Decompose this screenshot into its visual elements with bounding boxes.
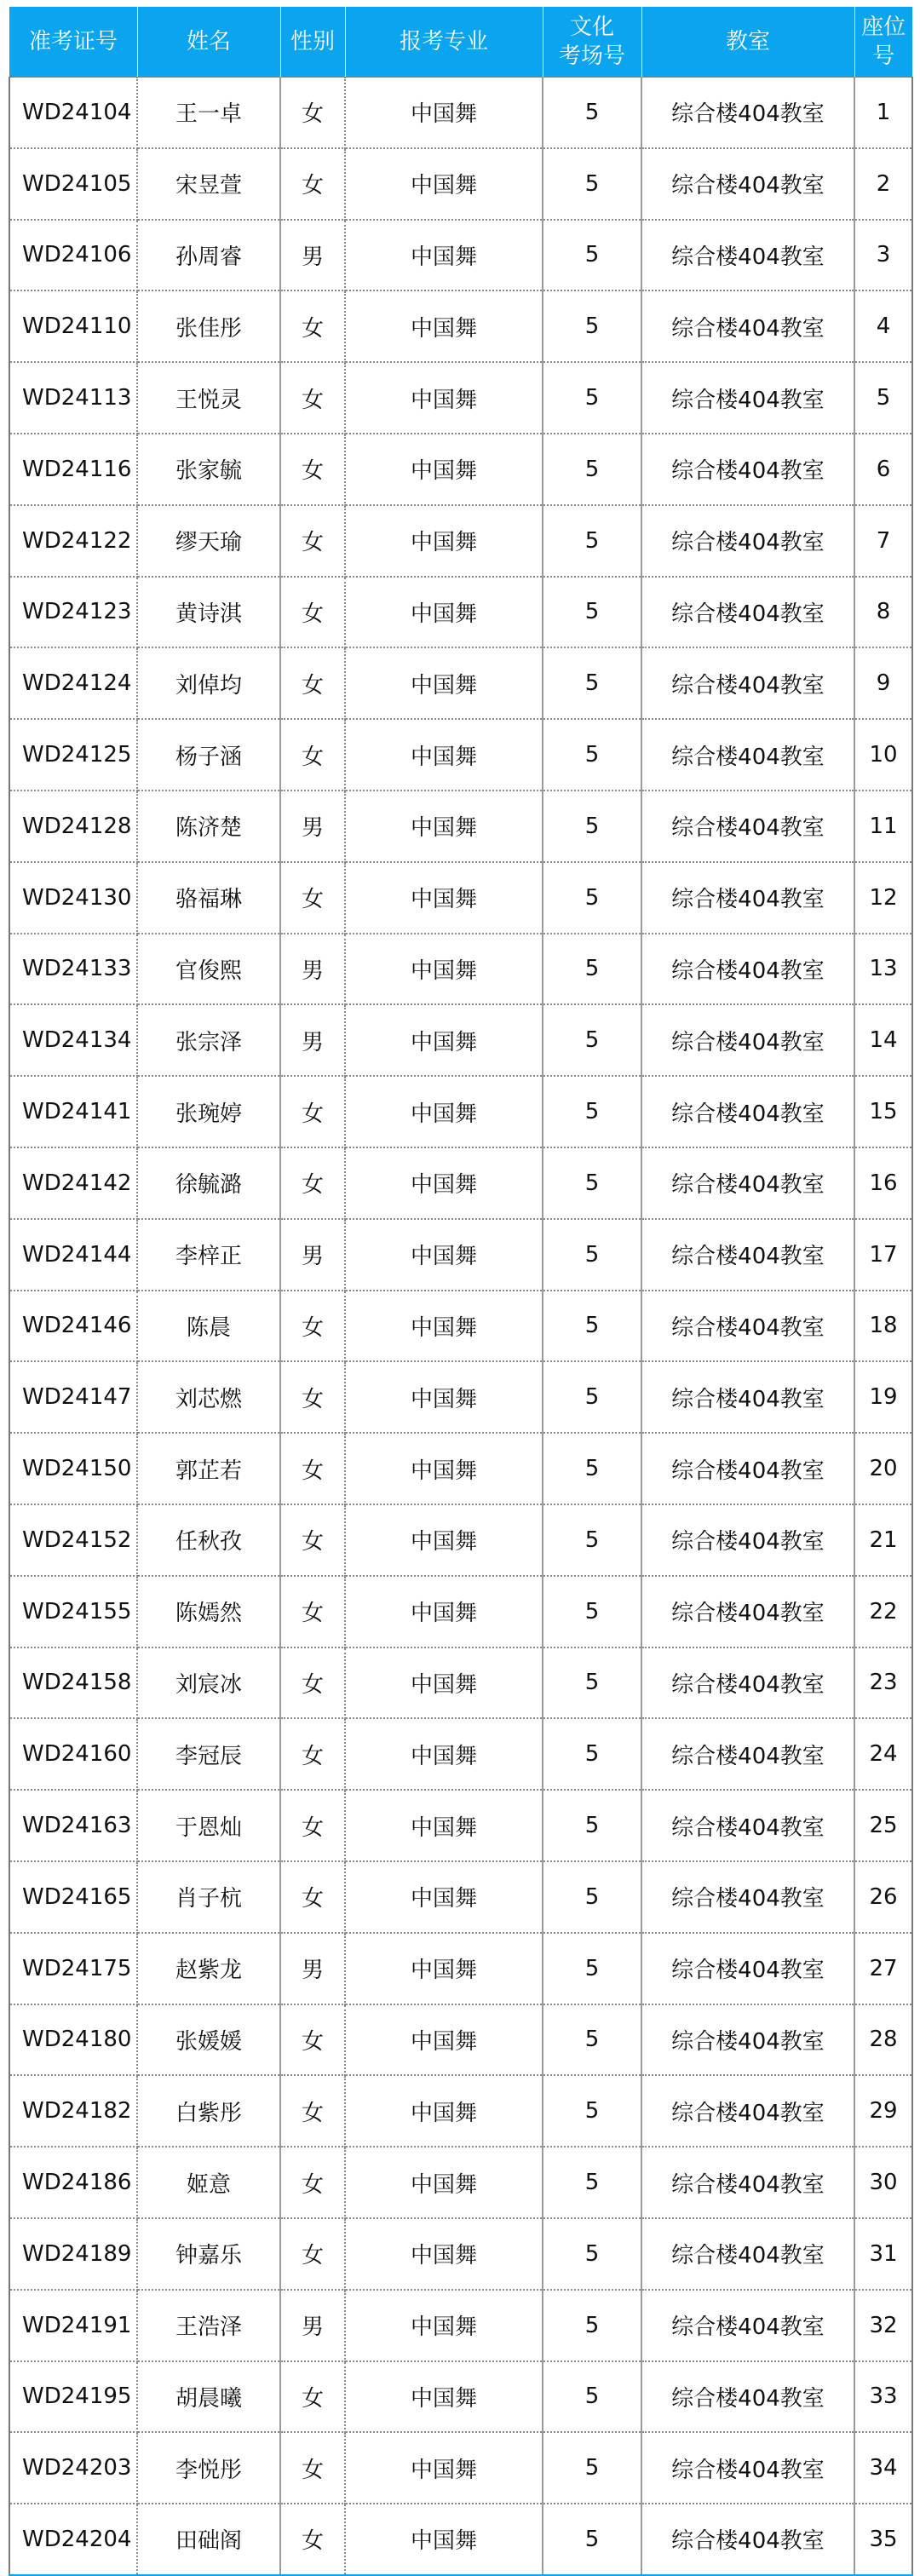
cell-name: 姬意 <box>137 2147 280 2218</box>
cell-name: 赵紫龙 <box>137 1933 280 2004</box>
cell-gender: 女 <box>280 577 345 648</box>
cell-room-no: 5 <box>543 290 641 362</box>
cell-classroom: 综合楼404教室 <box>641 1433 854 1504</box>
cell-room-no: 5 <box>543 220 641 291</box>
cell-seat: 12 <box>854 862 912 934</box>
cell-classroom: 综合楼404教室 <box>641 2004 854 2076</box>
cell-classroom: 综合楼404教室 <box>641 1291 854 1362</box>
cell-classroom: 综合楼404教室 <box>641 1004 854 1076</box>
cell-exam-id: WD24146 <box>9 1291 137 1362</box>
exam-seating-sheet <box>9 7 911 2576</box>
cell-classroom: 综合楼404教室 <box>641 290 854 362</box>
cell-name: 胡晨曦 <box>137 2361 280 2433</box>
cell-classroom: 综合楼404教室 <box>641 2361 854 2433</box>
header-seat: 座位号 <box>854 7 912 78</box>
table-row <box>9 2004 912 2076</box>
cell-seat: 20 <box>854 1433 912 1504</box>
cell-seat: 28 <box>854 2004 912 2076</box>
table-row <box>9 2075 912 2147</box>
cell-seat: 22 <box>854 1576 912 1647</box>
cell-exam-id: WD24163 <box>9 1790 137 1861</box>
cell-room-no: 5 <box>543 1291 641 1362</box>
cell-major: 中国舞 <box>345 791 543 862</box>
cell-exam-id: WD24134 <box>9 1004 137 1076</box>
cell-room-no: 5 <box>543 505 641 577</box>
cell-exam-id: WD24203 <box>9 2432 137 2504</box>
seating-table <box>9 7 913 2576</box>
cell-gender: 女 <box>280 647 345 719</box>
cell-seat: 35 <box>854 2504 912 2575</box>
cell-room-no: 5 <box>543 148 641 220</box>
table-row <box>9 1147 912 1219</box>
cell-room-no: 5 <box>543 2432 641 2504</box>
cell-exam-id: WD24142 <box>9 1147 137 1219</box>
cell-gender: 女 <box>280 2147 345 2218</box>
cell-major: 中国舞 <box>345 934 543 1005</box>
cell-exam-id: WD24128 <box>9 791 137 862</box>
cell-seat: 7 <box>854 505 912 577</box>
cell-major: 中国舞 <box>345 1647 543 1719</box>
cell-major: 中国舞 <box>345 2004 543 2076</box>
cell-classroom: 综合楼404教室 <box>641 2075 854 2147</box>
header-room-no <box>543 7 641 78</box>
cell-room-no: 5 <box>543 362 641 434</box>
cell-gender: 女 <box>280 2504 345 2575</box>
cell-classroom: 综合楼404教室 <box>641 934 854 1005</box>
cell-exam-id: WD24124 <box>9 647 137 719</box>
cell-seat: 4 <box>854 290 912 362</box>
table-row <box>9 1004 912 1076</box>
cell-room-no: 5 <box>543 2147 641 2218</box>
header-exam-id: 准考证号 <box>9 7 137 78</box>
cell-exam-id: WD24165 <box>9 1861 137 1933</box>
cell-name: 黄诗淇 <box>137 577 280 648</box>
cell-room-no: 5 <box>543 577 641 648</box>
cell-gender: 男 <box>280 1219 345 1291</box>
cell-room-no: 5 <box>543 2290 641 2361</box>
cell-gender: 女 <box>280 290 345 362</box>
cell-name: 王浩泽 <box>137 2290 280 2361</box>
cell-name: 钟嘉乐 <box>137 2218 280 2290</box>
cell-exam-id: WD24125 <box>9 719 137 791</box>
cell-seat: 11 <box>854 791 912 862</box>
cell-seat: 2 <box>854 148 912 220</box>
cell-major: 中国舞 <box>345 362 543 434</box>
cell-major: 中国舞 <box>345 2075 543 2147</box>
cell-major: 中国舞 <box>345 1004 543 1076</box>
cell-name: 李悦彤 <box>137 2432 280 2504</box>
cell-seat: 9 <box>854 647 912 719</box>
table-row <box>9 647 912 719</box>
cell-name: 郭芷若 <box>137 1433 280 1504</box>
cell-exam-id: WD24116 <box>9 434 137 505</box>
cell-room-no: 5 <box>543 1647 641 1719</box>
cell-exam-id: WD24152 <box>9 1504 137 1576</box>
cell-major: 中国舞 <box>345 1219 543 1291</box>
cell-gender: 女 <box>280 2432 345 2504</box>
cell-classroom: 综合楼404教室 <box>641 1147 854 1219</box>
cell-classroom: 综合楼404教室 <box>641 719 854 791</box>
cell-room-no: 5 <box>543 2361 641 2433</box>
table-row <box>9 2504 912 2575</box>
cell-classroom: 综合楼404教室 <box>641 2290 854 2361</box>
cell-exam-id: WD24160 <box>9 1718 137 1790</box>
cell-classroom: 综合楼404教室 <box>641 1790 854 1861</box>
cell-gender: 女 <box>280 2218 345 2290</box>
table-row <box>9 934 912 1005</box>
cell-classroom: 综合楼404教室 <box>641 1933 854 2004</box>
cell-exam-id: WD24189 <box>9 2218 137 2290</box>
cell-gender: 女 <box>280 434 345 505</box>
cell-seat: 15 <box>854 1076 912 1147</box>
header-gender: 性别 <box>280 7 345 78</box>
cell-room-no: 5 <box>543 1790 641 1861</box>
cell-classroom: 综合楼404教室 <box>641 1718 854 1790</box>
cell-gender: 女 <box>280 1576 345 1647</box>
cell-exam-id: WD24144 <box>9 1219 137 1291</box>
cell-gender: 女 <box>280 1790 345 1861</box>
cell-classroom: 综合楼404教室 <box>641 791 854 862</box>
cell-room-no: 5 <box>543 2075 641 2147</box>
cell-exam-id: WD24104 <box>9 78 137 148</box>
cell-seat: 31 <box>854 2218 912 2290</box>
cell-seat: 25 <box>854 1790 912 1861</box>
table-row <box>9 1933 912 2004</box>
cell-gender: 女 <box>280 1433 345 1504</box>
cell-major: 中国舞 <box>345 577 543 648</box>
cell-gender: 男 <box>280 791 345 862</box>
cell-exam-id: WD24195 <box>9 2361 137 2433</box>
cell-classroom: 综合楼404教室 <box>641 647 854 719</box>
table-row <box>9 1291 912 1362</box>
header-name: 姓名 <box>137 7 280 78</box>
cell-seat: 33 <box>854 2361 912 2433</box>
cell-major: 中国舞 <box>345 647 543 719</box>
cell-room-no: 5 <box>543 434 641 505</box>
cell-classroom: 综合楼404教室 <box>641 1219 854 1291</box>
cell-seat: 5 <box>854 362 912 434</box>
cell-gender: 女 <box>280 719 345 791</box>
cell-major: 中国舞 <box>345 1361 543 1433</box>
cell-classroom: 综合楼404教室 <box>641 2147 854 2218</box>
table-row <box>9 862 912 934</box>
cell-major: 中国舞 <box>345 1718 543 1790</box>
cell-gender: 女 <box>280 1147 345 1219</box>
cell-classroom: 综合楼404教室 <box>641 2432 854 2504</box>
cell-room-no: 5 <box>543 1361 641 1433</box>
cell-name: 陈晨 <box>137 1291 280 1362</box>
cell-seat: 6 <box>854 434 912 505</box>
cell-exam-id: WD24147 <box>9 1361 137 1433</box>
table-row <box>9 1861 912 1933</box>
cell-name: 官俊熙 <box>137 934 280 1005</box>
cell-gender: 男 <box>280 2290 345 2361</box>
cell-classroom: 综合楼404教室 <box>641 862 854 934</box>
cell-name: 李梓正 <box>137 1219 280 1291</box>
cell-exam-id: WD24105 <box>9 148 137 220</box>
table-row <box>9 78 912 148</box>
cell-seat: 10 <box>854 719 912 791</box>
cell-seat: 21 <box>854 1504 912 1576</box>
cell-gender: 女 <box>280 1718 345 1790</box>
cell-name: 任秋孜 <box>137 1504 280 1576</box>
cell-name: 于恩灿 <box>137 1790 280 1861</box>
cell-exam-id: WD24110 <box>9 290 137 362</box>
cell-room-no: 5 <box>543 1147 641 1219</box>
cell-major: 中国舞 <box>345 2361 543 2433</box>
cell-seat: 17 <box>854 1219 912 1291</box>
cell-gender: 女 <box>280 2075 345 2147</box>
cell-major: 中国舞 <box>345 2218 543 2290</box>
cell-seat: 3 <box>854 220 912 291</box>
cell-major: 中国舞 <box>345 1076 543 1147</box>
table-body <box>9 78 912 2575</box>
table-row <box>9 1647 912 1719</box>
cell-exam-id: WD24106 <box>9 220 137 291</box>
cell-gender: 女 <box>280 1504 345 1576</box>
cell-room-no: 5 <box>543 2218 641 2290</box>
table-row <box>9 434 912 505</box>
cell-seat: 32 <box>854 2290 912 2361</box>
cell-seat: 23 <box>854 1647 912 1719</box>
cell-room-no: 5 <box>543 2504 641 2575</box>
header-major: 报考专业 <box>345 7 543 78</box>
cell-room-no: 5 <box>543 1219 641 1291</box>
cell-name: 陈济楚 <box>137 791 280 862</box>
cell-exam-id: WD24133 <box>9 934 137 1005</box>
cell-major: 中国舞 <box>345 1790 543 1861</box>
table-row <box>9 220 912 291</box>
table-row <box>9 505 912 577</box>
cell-gender: 女 <box>280 1076 345 1147</box>
cell-classroom: 综合楼404教室 <box>641 434 854 505</box>
cell-classroom: 综合楼404教室 <box>641 577 854 648</box>
cell-room-no: 5 <box>543 1718 641 1790</box>
cell-room-no: 5 <box>543 1433 641 1504</box>
cell-room-no: 5 <box>543 1504 641 1576</box>
cell-gender: 女 <box>280 2004 345 2076</box>
table-row <box>9 1433 912 1504</box>
cell-major: 中国舞 <box>345 1861 543 1933</box>
table-row <box>9 1504 912 1576</box>
cell-classroom: 综合楼404教室 <box>641 1576 854 1647</box>
table-row <box>9 2147 912 2218</box>
cell-name: 骆福琳 <box>137 862 280 934</box>
cell-classroom: 综合楼404教室 <box>641 220 854 291</box>
cell-gender: 女 <box>280 505 345 577</box>
cell-major: 中国舞 <box>345 78 543 148</box>
cell-exam-id: WD24141 <box>9 1076 137 1147</box>
cell-seat: 13 <box>854 934 912 1005</box>
cell-exam-id: WD24175 <box>9 1933 137 2004</box>
cell-gender: 女 <box>280 1291 345 1362</box>
table-row <box>9 791 912 862</box>
cell-major: 中国舞 <box>345 1933 543 2004</box>
cell-classroom: 综合楼404教室 <box>641 1861 854 1933</box>
cell-name: 宋昱萱 <box>137 148 280 220</box>
cell-name: 田础阁 <box>137 2504 280 2575</box>
cell-room-no: 5 <box>543 719 641 791</box>
table-row <box>9 1790 912 1861</box>
cell-seat: 14 <box>854 1004 912 1076</box>
cell-classroom: 综合楼404教室 <box>641 505 854 577</box>
cell-name: 徐毓潞 <box>137 1147 280 1219</box>
cell-exam-id: WD24180 <box>9 2004 137 2076</box>
cell-seat: 30 <box>854 2147 912 2218</box>
cell-major: 中国舞 <box>345 505 543 577</box>
cell-exam-id: WD24123 <box>9 577 137 648</box>
cell-gender: 女 <box>280 78 345 148</box>
cell-classroom: 综合楼404教室 <box>641 1361 854 1433</box>
cell-gender: 男 <box>280 934 345 1005</box>
cell-name: 白紫彤 <box>137 2075 280 2147</box>
header-row <box>9 7 912 78</box>
cell-seat: 26 <box>854 1861 912 1933</box>
cell-exam-id: WD24113 <box>9 362 137 434</box>
cell-room-no: 5 <box>543 862 641 934</box>
cell-exam-id: WD24130 <box>9 862 137 934</box>
cell-seat: 24 <box>854 1718 912 1790</box>
cell-seat: 8 <box>854 577 912 648</box>
header-room-no-line2: 考场号 <box>558 43 625 69</box>
cell-major: 中国舞 <box>345 1147 543 1219</box>
table-row <box>9 1576 912 1647</box>
cell-major: 中国舞 <box>345 1576 543 1647</box>
cell-classroom: 综合楼404教室 <box>641 362 854 434</box>
cell-major: 中国舞 <box>345 148 543 220</box>
table-row <box>9 1718 912 1790</box>
cell-name: 刘倬均 <box>137 647 280 719</box>
cell-name: 张琬婷 <box>137 1076 280 1147</box>
cell-seat: 29 <box>854 2075 912 2147</box>
cell-room-no: 5 <box>543 647 641 719</box>
cell-major: 中国舞 <box>345 1504 543 1576</box>
cell-room-no: 5 <box>543 1076 641 1147</box>
cell-major: 中国舞 <box>345 220 543 291</box>
cell-exam-id: WD24158 <box>9 1647 137 1719</box>
cell-classroom: 综合楼404教室 <box>641 2504 854 2575</box>
cell-room-no: 5 <box>543 1861 641 1933</box>
cell-major: 中国舞 <box>345 1433 543 1504</box>
cell-major: 中国舞 <box>345 719 543 791</box>
cell-classroom: 综合楼404教室 <box>641 1504 854 1576</box>
cell-seat: 18 <box>854 1291 912 1362</box>
table-row <box>9 1219 912 1291</box>
cell-room-no: 5 <box>543 78 641 148</box>
cell-gender: 女 <box>280 1647 345 1719</box>
cell-classroom: 综合楼404教室 <box>641 1076 854 1147</box>
cell-gender: 女 <box>280 362 345 434</box>
table-row <box>9 2432 912 2504</box>
cell-gender: 女 <box>280 1361 345 1433</box>
cell-exam-id: WD24122 <box>9 505 137 577</box>
table-row <box>9 290 912 362</box>
cell-classroom: 综合楼404教室 <box>641 78 854 148</box>
cell-exam-id: WD24186 <box>9 2147 137 2218</box>
cell-gender: 女 <box>280 1861 345 1933</box>
table-row <box>9 577 912 648</box>
cell-name: 缪天瑜 <box>137 505 280 577</box>
cell-gender: 女 <box>280 148 345 220</box>
cell-name: 张宗泽 <box>137 1004 280 1076</box>
cell-seat: 19 <box>854 1361 912 1433</box>
cell-exam-id: WD24155 <box>9 1576 137 1647</box>
cell-major: 中国舞 <box>345 2504 543 2575</box>
cell-name: 张媛媛 <box>137 2004 280 2076</box>
cell-major: 中国舞 <box>345 2432 543 2504</box>
header-classroom: 教室 <box>641 7 854 78</box>
cell-name: 李冠辰 <box>137 1718 280 1790</box>
cell-room-no: 5 <box>543 2004 641 2076</box>
cell-room-no: 5 <box>543 1933 641 2004</box>
cell-name: 刘芯燃 <box>137 1361 280 1433</box>
cell-name: 杨子涵 <box>137 719 280 791</box>
table-row <box>9 1076 912 1147</box>
cell-name: 陈嫣然 <box>137 1576 280 1647</box>
cell-exam-id: WD24204 <box>9 2504 137 2575</box>
cell-major: 中国舞 <box>345 434 543 505</box>
cell-classroom: 综合楼404教室 <box>641 148 854 220</box>
cell-seat: 16 <box>854 1147 912 1219</box>
cell-seat: 27 <box>854 1933 912 2004</box>
table-row <box>9 2361 912 2433</box>
cell-seat: 1 <box>854 78 912 148</box>
cell-classroom: 综合楼404教室 <box>641 2218 854 2290</box>
cell-major: 中国舞 <box>345 1291 543 1362</box>
cell-major: 中国舞 <box>345 2290 543 2361</box>
cell-gender: 女 <box>280 2361 345 2433</box>
cell-gender: 男 <box>280 1933 345 2004</box>
cell-exam-id: WD24150 <box>9 1433 137 1504</box>
cell-gender: 女 <box>280 862 345 934</box>
cell-room-no: 5 <box>543 934 641 1005</box>
cell-name: 刘宸冰 <box>137 1647 280 1719</box>
cell-name: 张佳彤 <box>137 290 280 362</box>
cell-name: 孙周睿 <box>137 220 280 291</box>
cell-name: 王悦灵 <box>137 362 280 434</box>
cell-seat: 34 <box>854 2432 912 2504</box>
table-row <box>9 1361 912 1433</box>
table-row <box>9 148 912 220</box>
cell-exam-id: WD24182 <box>9 2075 137 2147</box>
table-row <box>9 362 912 434</box>
cell-exam-id: WD24191 <box>9 2290 137 2361</box>
table-row <box>9 2218 912 2290</box>
cell-room-no: 5 <box>543 1004 641 1076</box>
cell-name: 肖子杭 <box>137 1861 280 1933</box>
table-row <box>9 2290 912 2361</box>
cell-gender: 男 <box>280 220 345 291</box>
cell-classroom: 综合楼404教室 <box>641 1647 854 1719</box>
table-row <box>9 719 912 791</box>
cell-room-no: 5 <box>543 1576 641 1647</box>
cell-major: 中国舞 <box>345 290 543 362</box>
header-room-no-line1: 文化 <box>569 14 614 40</box>
cell-gender: 男 <box>280 1004 345 1076</box>
cell-name: 王一卓 <box>137 78 280 148</box>
cell-name: 张家毓 <box>137 434 280 505</box>
cell-major: 中国舞 <box>345 862 543 934</box>
cell-room-no: 5 <box>543 791 641 862</box>
cell-major: 中国舞 <box>345 2147 543 2218</box>
